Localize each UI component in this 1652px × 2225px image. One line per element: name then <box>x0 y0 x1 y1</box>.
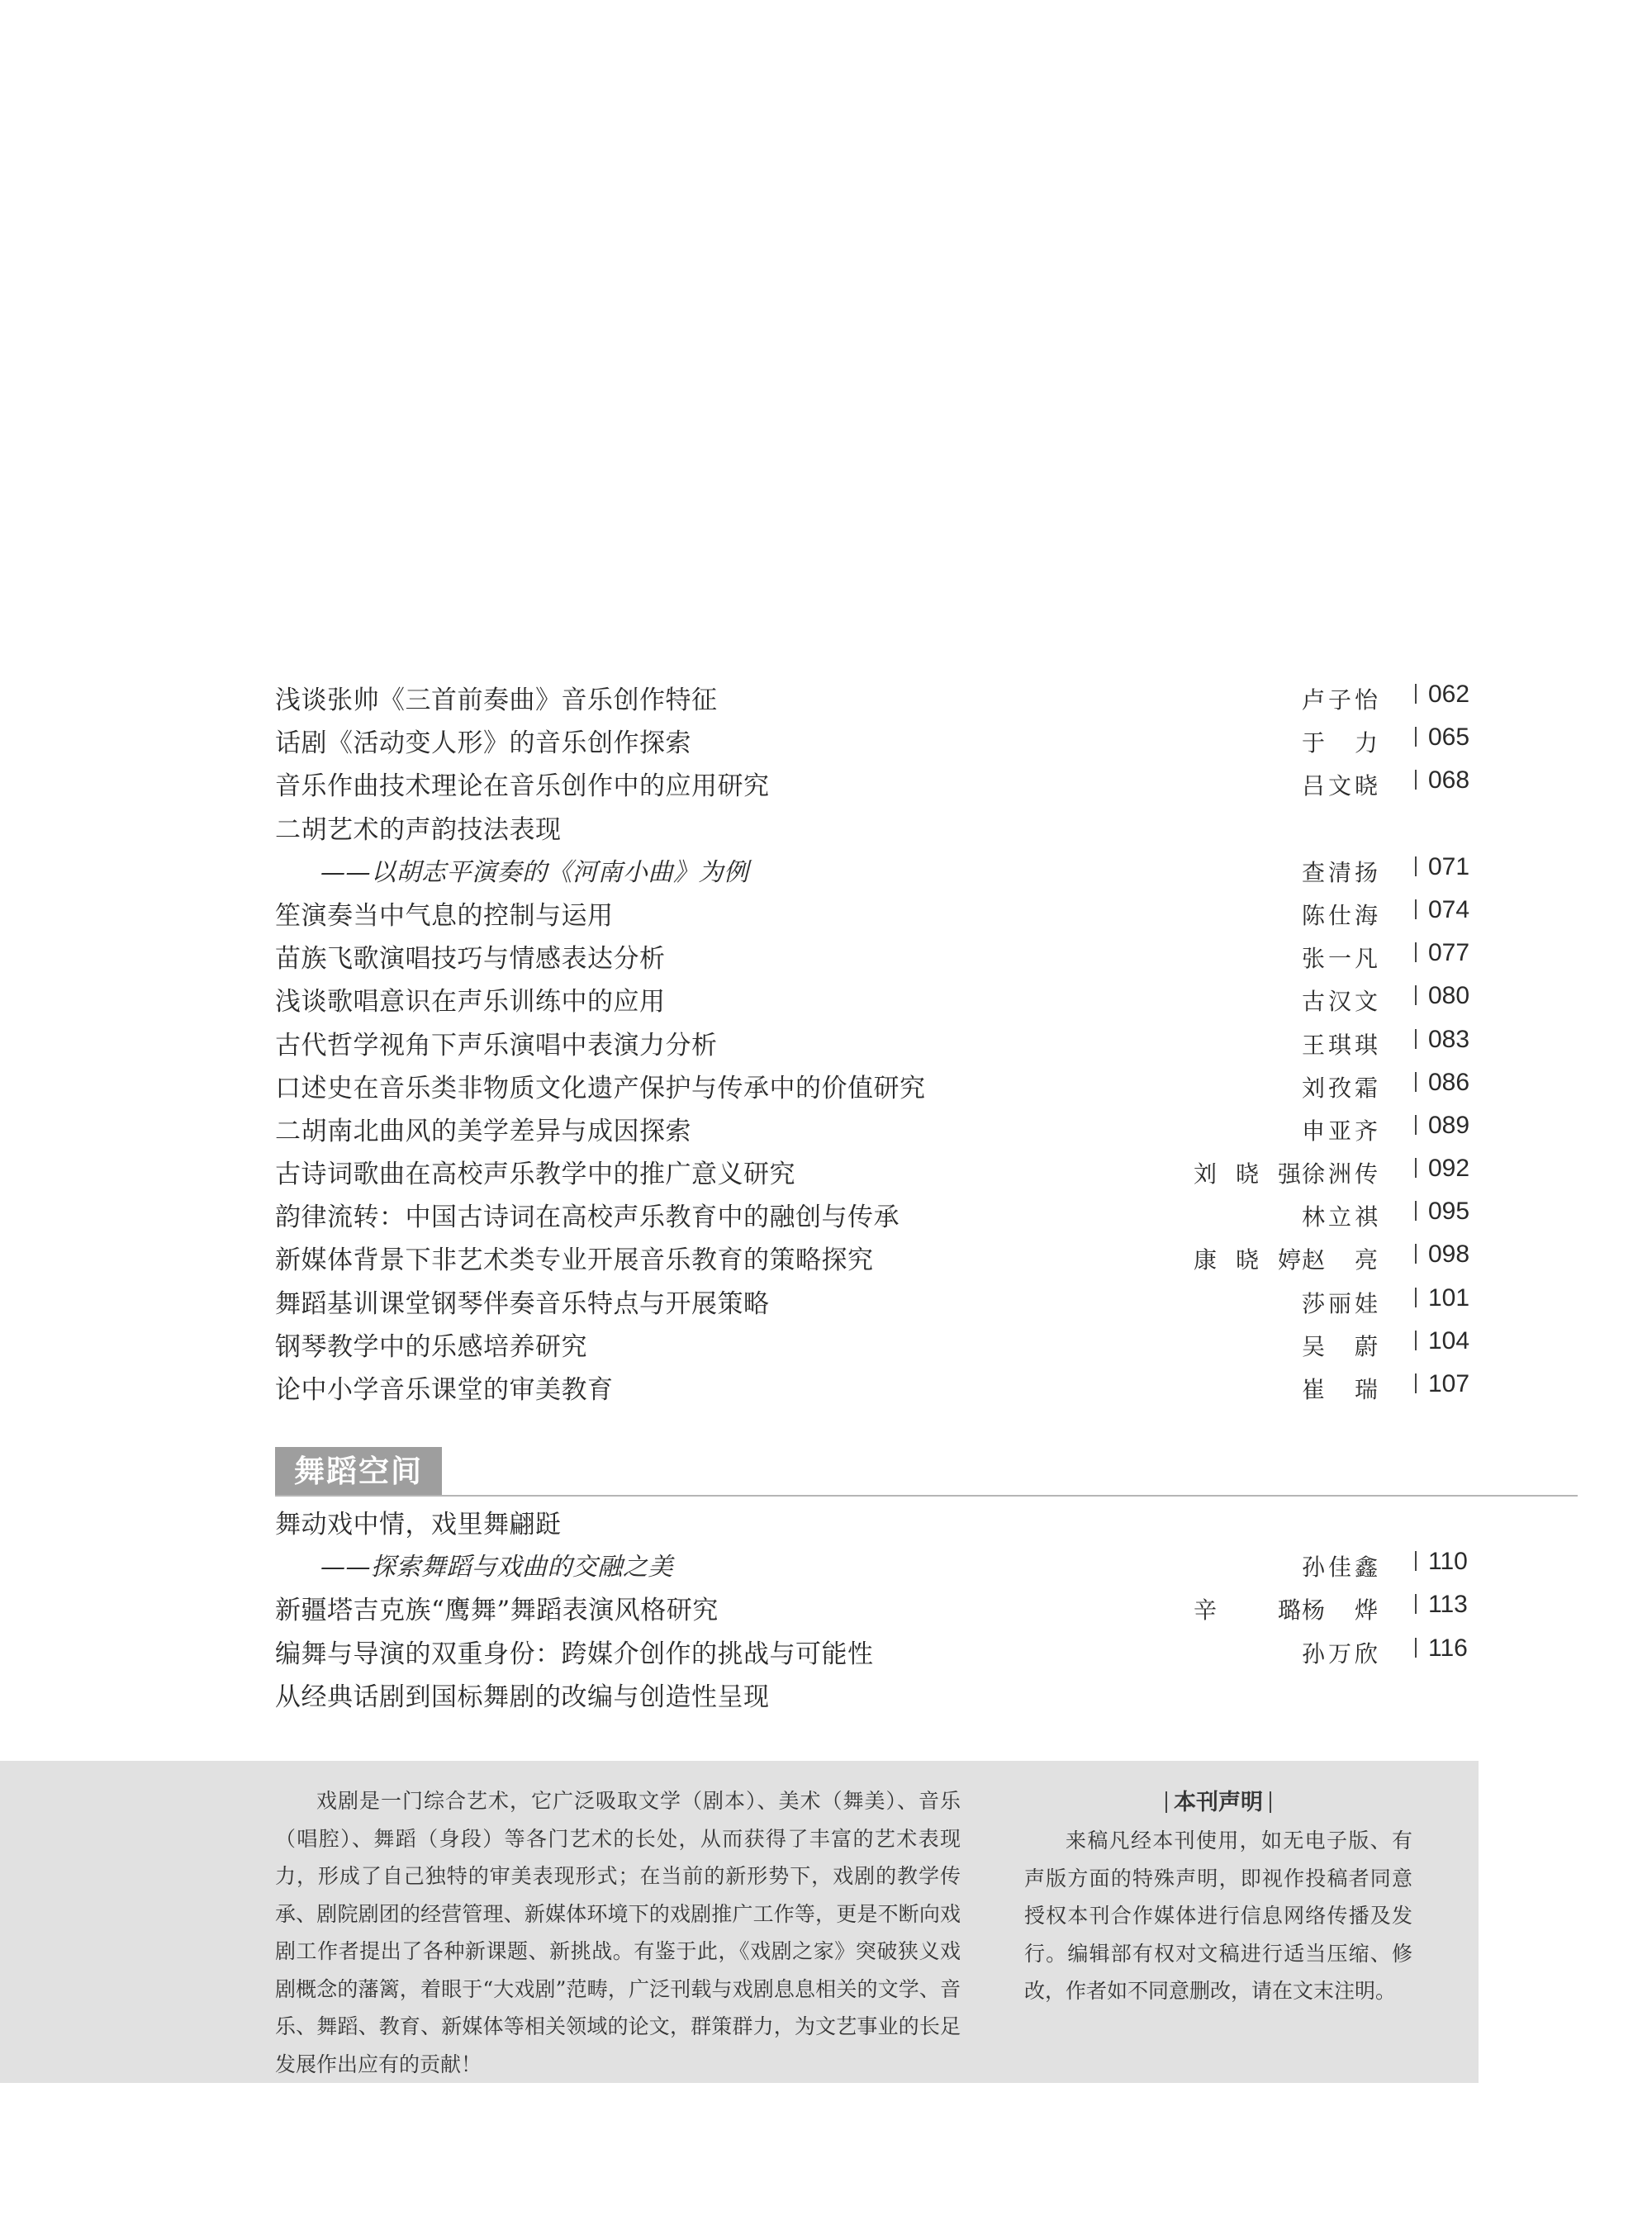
toc-page-number <box>1415 766 1469 795</box>
journal-intro: 戏剧是一门综合艺术，它广泛吸取文学（剧本）、美术（舞美）、音乐（唱腔）、舞蹈（身段）等各门艺术的长处，从而获得了丰富的艺术表现力，形成了自己独特的审美表现形式；在当前的新形势下，戏剧的教学传承、剧院剧团的经营管理、新媒体环境下的戏剧推广工作等，更是不断向戏剧工作者提出了各种新课题、新挑战。有鉴于此，《戏剧之家》突破狭义戏剧概念的藩篱，着眼于“大戏剧”范畴，广泛刊载与戏剧息息相关的文学、音乐、舞蹈、教育、新媒体等相关领域的论文，群策群力，为文艺事业的长足发展作出应有的贡献！ <box>275 1789 961 2076</box>
toc-entry[interactable] <box>275 890 1481 932</box>
toc-entry[interactable] <box>275 1671 1481 1714</box>
page-separator <box>1415 684 1417 704</box>
toc-entry[interactable] <box>275 1234 1481 1277</box>
page-separator <box>1415 1331 1417 1350</box>
page-separator <box>1415 1201 1417 1221</box>
toc-author: 卢子怡 <box>1302 686 1378 714</box>
toc-title: 笙演奏当中气息的控制与运用 <box>275 900 614 931</box>
page-number: 116 <box>1428 1634 1468 1662</box>
toc-page-number <box>1415 1198 1469 1226</box>
toc-page-number <box>1415 1026 1469 1054</box>
toc-title: 编舞与导演的双重身份：跨媒介创作的挑战与可能性 <box>275 1639 874 1669</box>
page-separator <box>1415 1638 1417 1658</box>
toc-author: 徐洲传 <box>1302 1160 1378 1188</box>
toc-page-number <box>1415 723 1469 752</box>
toc-title: 口述史在音乐类非物质文化遗产保护与传承中的价值研究 <box>275 1073 926 1103</box>
toc-title: 古诗词歌曲在高校声乐教学中的推广意义研究 <box>275 1160 795 1190</box>
toc-entry[interactable] <box>275 1148 1481 1191</box>
toc-author: 辛 璐 <box>1194 1596 1301 1625</box>
table-of-contents <box>275 674 1481 1407</box>
notice-heading: 本刊声明 <box>1024 1787 1412 1817</box>
toc-author: 赵 亮 <box>1302 1246 1378 1274</box>
toc-entry[interactable] <box>275 717 1481 760</box>
toc-entry[interactable] <box>275 674 1481 717</box>
page-number: 080 <box>1428 982 1470 1010</box>
toc-entry[interactable] <box>275 1628 1481 1671</box>
toc-title: 韵律流转：中国古诗词在高校声乐教育中的融创与传承 <box>275 1203 900 1233</box>
page-separator <box>1415 856 1417 876</box>
table-of-contents-dance <box>275 1498 1481 1714</box>
page-number: 110 <box>1428 1548 1468 1576</box>
page-number: 107 <box>1428 1370 1470 1397</box>
toc-author: 林立祺 <box>1302 1203 1378 1231</box>
toc-title: 话剧《活动变人形》的音乐创作探索 <box>275 728 691 759</box>
toc-entry[interactable] <box>275 1321 1481 1364</box>
toc-entry[interactable] <box>275 847 1481 890</box>
toc-page-number <box>1415 1241 1469 1269</box>
journal-notice <box>1024 1787 1412 2010</box>
toc-entry[interactable] <box>275 975 1481 1018</box>
toc-page-number <box>1415 853 1469 881</box>
toc-entry[interactable] <box>275 1364 1481 1407</box>
toc-title: 二胡南北曲风的美学差异与成因探索 <box>275 1116 691 1146</box>
toc-author: 于 力 <box>1302 729 1378 757</box>
notice-text: 来稿凡经本刊使用，如无电子版、有声版方面的特殊声明，即视作投稿者同意授权本刊合作媒体进行信息网络传播及发行。编辑部有权对文稿进行适当压缩、修改，作者如不同意删改，请在文末注明。 <box>1024 1829 1412 2003</box>
page-number: 074 <box>1428 895 1470 923</box>
toc-page-number <box>1415 939 1469 967</box>
toc-author: 张一凡 <box>1302 945 1378 973</box>
toc-title: 音乐作曲技术理论在音乐创作中的应用研究 <box>275 771 770 802</box>
toc-page-number <box>1415 1155 1469 1183</box>
page-separator <box>1415 1244 1417 1264</box>
toc-title: 二胡艺术的声韵技法表现 <box>275 814 562 845</box>
section-header <box>275 1447 1578 1497</box>
toc-subtitle: ——探索舞蹈与戏曲的交融之美 <box>320 1553 673 1582</box>
toc-author: 杨 烨 <box>1302 1596 1378 1625</box>
toc-page-number <box>1415 1284 1469 1312</box>
toc-author: 吴 蔚 <box>1302 1332 1378 1360</box>
page-number: 086 <box>1428 1068 1470 1096</box>
toc-entry[interactable] <box>275 1019 1481 1062</box>
toc-author: 查清扬 <box>1302 858 1378 886</box>
page-separator <box>1415 1115 1417 1135</box>
page-separator <box>1415 1288 1417 1307</box>
toc-title: 浅谈歌唱意识在声乐训练中的应用 <box>275 987 666 1018</box>
page-separator <box>1415 899 1417 919</box>
toc-title: 浅谈张帅《三首前奏曲》音乐创作特征 <box>275 686 718 715</box>
toc-page-number <box>1415 1548 1468 1576</box>
page-number: 104 <box>1428 1326 1470 1354</box>
toc-author: 申亚齐 <box>1302 1117 1378 1145</box>
toc-entry[interactable] <box>275 760 1481 803</box>
toc-page-number <box>1415 1591 1468 1619</box>
page-separator <box>1415 727 1417 747</box>
toc-author: 康晓婷 <box>1194 1246 1301 1274</box>
toc-author: 刘孜霜 <box>1302 1074 1378 1102</box>
toc-author: 孙佳鑫 <box>1302 1554 1378 1582</box>
toc-author: 刘晓强 <box>1194 1160 1301 1188</box>
page-separator <box>1415 1158 1417 1178</box>
toc-page-number <box>1415 982 1469 1010</box>
page-number: 113 <box>1428 1591 1468 1619</box>
toc-author: 崔 瑞 <box>1302 1376 1378 1403</box>
toc-entry[interactable] <box>275 1278 1481 1321</box>
page-number: 065 <box>1428 723 1470 752</box>
page-separator <box>1415 1551 1417 1571</box>
toc-entry[interactable] <box>275 1541 1481 1584</box>
page-separator <box>1415 1029 1417 1049</box>
toc-entry[interactable] <box>275 1105 1481 1148</box>
toc-entry[interactable] <box>275 1498 1481 1541</box>
toc-title: 舞动戏中情，戏里舞翩跹 <box>275 1510 562 1539</box>
page-number: 092 <box>1428 1155 1470 1183</box>
toc-page-number <box>1415 1370 1469 1398</box>
toc-page-number <box>1415 1327 1469 1355</box>
toc-entry[interactable] <box>275 804 1481 847</box>
page-separator <box>1415 985 1417 1005</box>
toc-title: 新疆塔吉克族“鹰舞”舞蹈表演风格研究 <box>275 1596 719 1626</box>
toc-author: 古汉文 <box>1302 988 1378 1016</box>
page-number: 101 <box>1428 1283 1470 1312</box>
toc-title: 古代哲学视角下声乐演唱中表演力分析 <box>275 1030 718 1060</box>
toc-title: 论中小学音乐课堂的审美教育 <box>275 1375 614 1405</box>
page-separator <box>1415 1373 1417 1393</box>
page-number: 089 <box>1428 1111 1470 1139</box>
page-number: 068 <box>1428 766 1470 795</box>
page-number: 083 <box>1428 1025 1470 1053</box>
page-separator <box>1415 1594 1417 1614</box>
toc-page-number <box>1415 681 1469 709</box>
toc-entry[interactable] <box>275 1584 1481 1627</box>
toc-title: 苗族飞歌演唱技巧与情感表达分析 <box>275 944 666 975</box>
section-label: 舞蹈空间 <box>275 1447 442 1495</box>
toc-author: 吕文晓 <box>1302 772 1378 800</box>
toc-title: 舞蹈基训课堂钢琴伴奏音乐特点与开展策略 <box>275 1288 770 1319</box>
toc-title: 从经典话剧到国标舞剧的改编与创造性呈现 <box>275 1682 770 1712</box>
toc-author: 王琪琪 <box>1302 1031 1378 1059</box>
toc-author: 孙万欣 <box>1302 1639 1378 1668</box>
toc-entry[interactable] <box>275 1062 1481 1105</box>
toc-page-number <box>1415 896 1469 924</box>
page-number: 062 <box>1428 681 1470 708</box>
toc-author: 莎丽娃 <box>1302 1289 1378 1317</box>
toc-title: 钢琴教学中的乐感培养研究 <box>275 1331 587 1362</box>
toc-entry[interactable] <box>275 1191 1481 1234</box>
toc-page-number <box>1415 1069 1469 1097</box>
page-number: 077 <box>1428 939 1470 967</box>
toc-page-number <box>1415 1112 1469 1140</box>
toc-entry[interactable] <box>275 932 1481 975</box>
toc-page-number <box>1415 1634 1468 1663</box>
toc-subtitle: ——以胡志平演奏的《河南小曲》为例 <box>320 857 749 887</box>
page-number: 071 <box>1428 852 1470 880</box>
toc-title: 新媒体背景下非艺术类专业开展音乐教育的策略探究 <box>275 1245 874 1276</box>
page-number: 098 <box>1428 1241 1470 1269</box>
page-separator <box>1415 942 1417 962</box>
page-separator <box>1415 770 1417 790</box>
toc-author: 陈仕海 <box>1302 901 1378 929</box>
page-separator <box>1415 1072 1417 1092</box>
page-number: 095 <box>1428 1198 1470 1226</box>
